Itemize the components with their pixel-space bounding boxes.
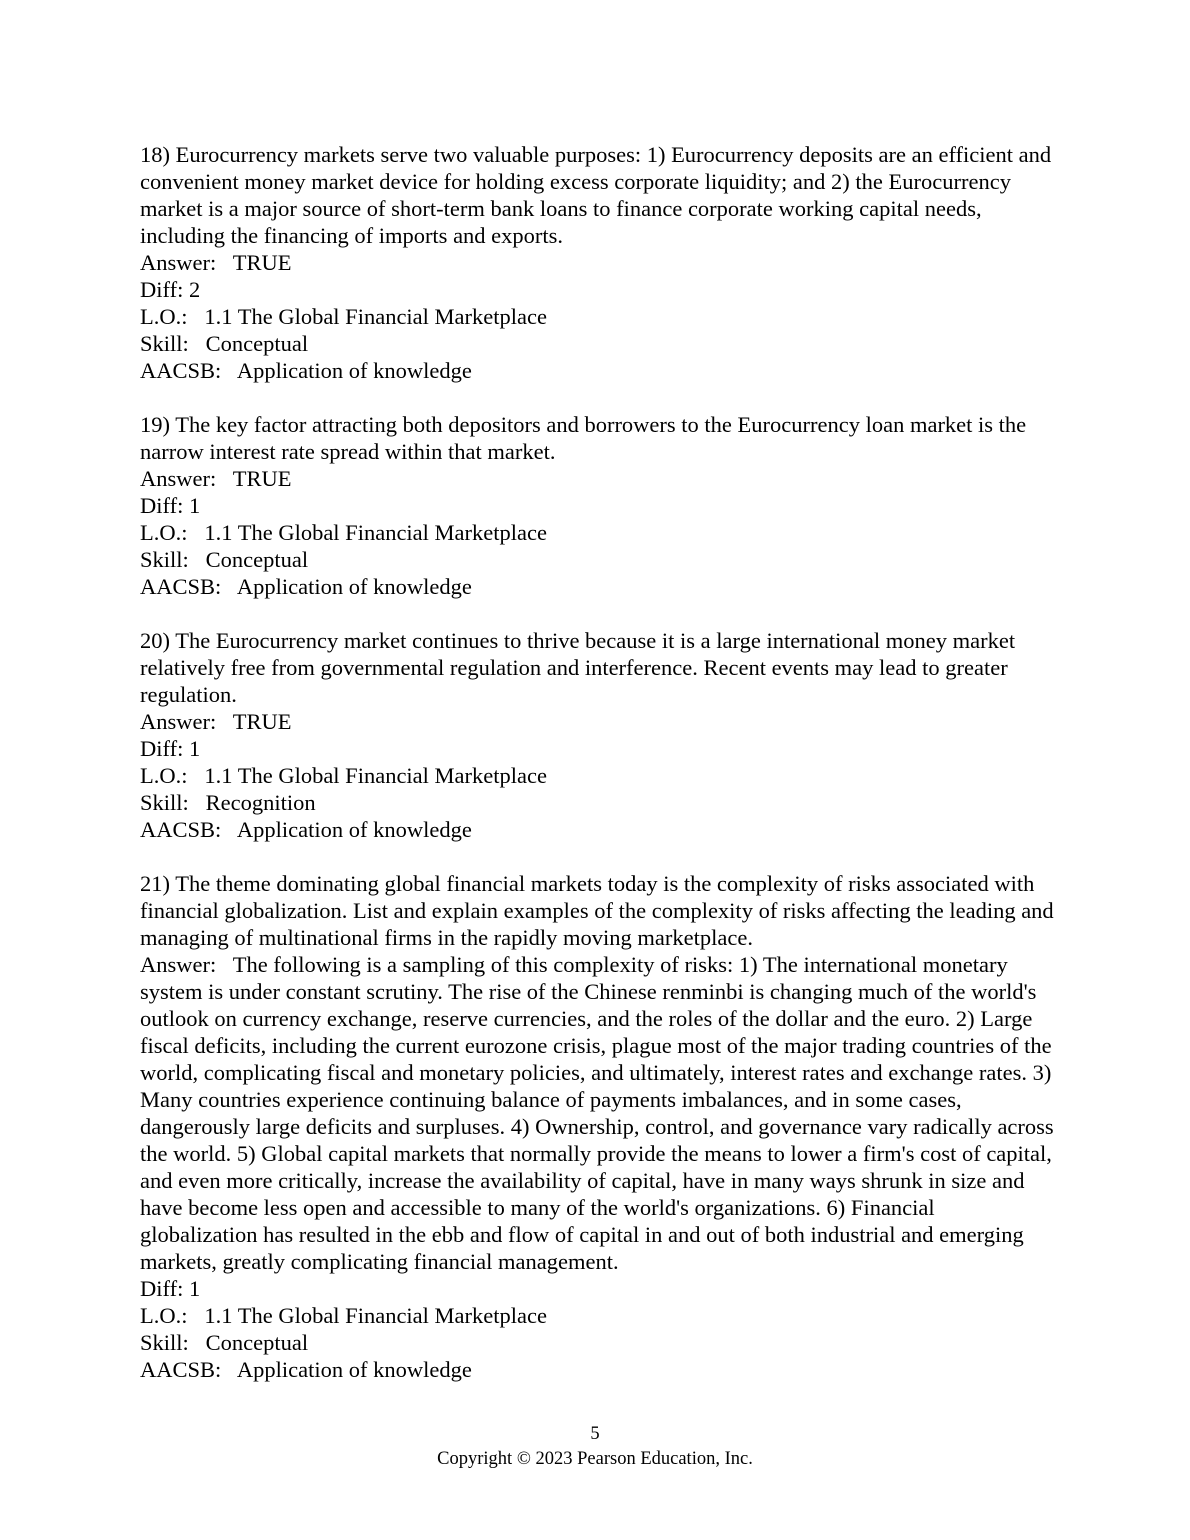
lo-label: L.O.: <box>140 763 188 788</box>
question-19 <box>140 411 1055 600</box>
diff-line <box>140 492 1055 519</box>
answer-line <box>140 708 1055 735</box>
aacsb-line <box>140 816 1055 843</box>
diff-value: 1 <box>188 1276 201 1301</box>
diff-line <box>140 1275 1055 1302</box>
answer-label: Answer: <box>140 250 217 275</box>
answer-value: The following is a sampling of this complexity of risks: 1) The international monetary system is under constant scrutiny. The rise of the Chinese renminbi is changing much of the world's outlook on currency exchange, reserve currencies, and the roles of the dollar and the euro. 2) Large fiscal deficits, including the current eurozone crisis, plague most of the major trading countries of the world, complicating fiscal and monetary policies, and ultimately, interest rates and exchange rates. 3) Many countries experience continuing balance of payments imbalances, and in some cases, dangerously large deficits and surpluses. 4) Ownership, control, and governance vary radically across the world. 5) Global capital markets that normally provide the means to lower a firm's cost of capital, and even more critically, increase the availability of capital, have in many ways shrunk in size and have become less open and accessible to many of the world's organizations. 6) Financial globalization has resulted in the ebb and flow of capital in and out of both industrial and emerging markets, greatly complicating financial management. <box>140 952 1054 1274</box>
lo-label: L.O.: <box>140 1303 188 1328</box>
question-21 <box>140 870 1055 1383</box>
skill-line <box>140 789 1055 816</box>
skill-line <box>140 1329 1055 1356</box>
diff-value: 1 <box>188 493 201 518</box>
diff-line <box>140 276 1055 303</box>
lo-label: L.O.: <box>140 304 188 329</box>
aacsb-line <box>140 573 1055 600</box>
page-content <box>140 141 1055 1410</box>
diff-label: Diff: <box>140 1276 184 1301</box>
lo-line <box>140 1302 1055 1329</box>
page-number: 5 <box>590 1424 600 1444</box>
lo-line <box>140 762 1055 789</box>
lo-label: L.O.: <box>140 520 188 545</box>
question-stem: 21) The theme dominating global financial markets today is the complexity of risks associated with financial globalization. List and explain examples of the complexity of risks affecting the leading and managing of multinational firms in the rapidly moving marketplace. <box>140 871 1054 950</box>
aacsb-value: Application of knowledge <box>236 574 472 599</box>
answer-line <box>140 951 1055 1275</box>
aacsb-value: Application of knowledge <box>236 358 472 383</box>
aacsb-line <box>140 1356 1055 1383</box>
answer-value: TRUE <box>232 466 292 491</box>
skill-value: Conceptual <box>205 547 309 572</box>
skill-label: Skill: <box>140 1330 189 1355</box>
question-20 <box>140 627 1055 843</box>
copyright-notice: Copyright © 2023 Pearson Education, Inc. <box>437 1449 753 1469</box>
lo-value: 1.1 The Global Financial Marketplace <box>204 1303 547 1328</box>
answer-label: Answer: <box>140 952 217 977</box>
skill-label: Skill: <box>140 331 189 356</box>
aacsb-value: Application of knowledge <box>236 817 472 842</box>
lo-value: 1.1 The Global Financial Marketplace <box>204 520 547 545</box>
skill-label: Skill: <box>140 547 189 572</box>
lo-line <box>140 519 1055 546</box>
question-stem: 19) The key factor attracting both depositors and borrowers to the Eurocurrency loan market is the narrow interest rate spread within that market. <box>140 412 1027 464</box>
diff-value: 1 <box>188 736 201 761</box>
lo-value: 1.1 The Global Financial Marketplace <box>204 763 547 788</box>
skill-value: Conceptual <box>205 331 309 356</box>
skill-label: Skill: <box>140 790 189 815</box>
answer-value: TRUE <box>232 250 292 275</box>
aacsb-line <box>140 357 1055 384</box>
question-stem: 20) The Eurocurrency market continues to thrive because it is a large international money market relatively free from governmental regulation and interference. Recent events may lead to greater regulation. <box>140 628 1016 707</box>
lo-line <box>140 303 1055 330</box>
diff-label: Diff: <box>140 493 184 518</box>
skill-value: Conceptual <box>205 1330 309 1355</box>
diff-label: Diff: <box>140 736 184 761</box>
skill-line <box>140 546 1055 573</box>
aacsb-value: Application of knowledge <box>236 1357 472 1382</box>
aacsb-label: AACSB: <box>140 817 222 842</box>
answer-line <box>140 465 1055 492</box>
answer-label: Answer: <box>140 466 217 491</box>
answer-label: Answer: <box>140 709 217 734</box>
aacsb-label: AACSB: <box>140 1357 222 1382</box>
answer-value: TRUE <box>232 709 292 734</box>
skill-value: Recognition <box>205 790 316 815</box>
diff-line <box>140 735 1055 762</box>
diff-label: Diff: <box>140 277 184 302</box>
aacsb-label: AACSB: <box>140 574 222 599</box>
answer-line <box>140 249 1055 276</box>
aacsb-label: AACSB: <box>140 358 222 383</box>
diff-value: 2 <box>188 277 201 302</box>
question-stem: 18) Eurocurrency markets serve two valuable purposes: 1) Eurocurrency deposits are an efficient and convenient money market device for holding excess corporate liquidity; and 2) the Eurocurrency market is a major source of short-term bank loans to finance corporate working capital needs, including the financing of imports and exports. <box>140 142 1052 248</box>
lo-value: 1.1 The Global Financial Marketplace <box>204 304 547 329</box>
question-18 <box>140 141 1055 384</box>
skill-line <box>140 330 1055 357</box>
